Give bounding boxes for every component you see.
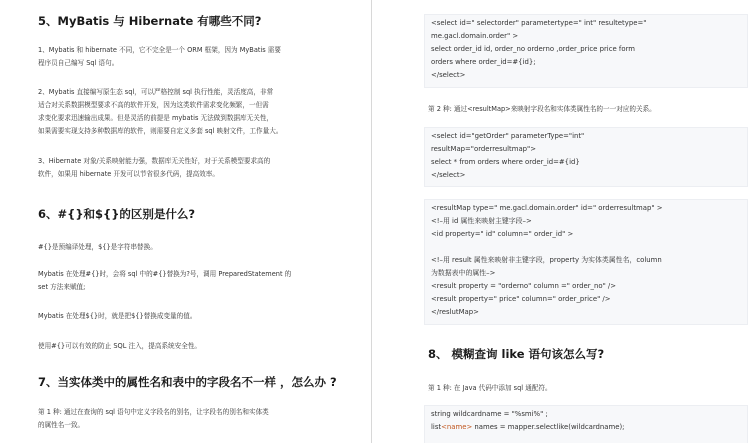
method-2-label: 第 2 种: 通过<resultMap>来映射字段名和实体类属性名的一一对应的关系。 (428, 105, 656, 113)
code-line: </select> (431, 171, 466, 179)
code-line (431, 241, 741, 254)
q6-paragraph-1: #{}是预编译处理，${}是字符串替换。 (38, 243, 157, 251)
q5-p3-line: 3、Hibernate 对象/关系映射能力强，数据库无关性好，对于关系模型要求高的 (38, 157, 271, 165)
left-page (0, 0, 372, 443)
q5-p1-line: 1、Mybatis 和 hibernate 不同，它不完全是一个 ORM 框架，因为 MyBatis 需要 (38, 46, 281, 54)
code-line: <result property=" price" column=" order_price" /> (431, 295, 611, 303)
code-token: list (431, 423, 442, 431)
code-line: <resultMap type=" me.gacl.domain.order" id=" orderresultmap" > (431, 204, 663, 212)
question-5-heading: 5、MyBatis 与 Hibernate 有哪些不同? (38, 14, 262, 28)
code-token: names = mapper.selectlike(wildcardname); (472, 423, 625, 431)
q7-m1-line: 的属性名一致。 (38, 421, 85, 429)
code-line: <result property = "orderno" column =" order_no" /> (431, 282, 617, 290)
code-block-select-resultmap (424, 127, 748, 187)
generic-type-token: <name> (441, 423, 473, 431)
code-line: me.gacl.domain.order" > (431, 32, 519, 40)
code-line: <!–用 id 属性来映射主键字段–> (431, 217, 532, 225)
code-block-like (424, 405, 748, 443)
code-line: resultMap="orderresultmap"> (431, 145, 536, 153)
question-8-heading: 8、 模糊查询 like 语句该怎么写? (428, 347, 605, 361)
q7-method-1 (38, 406, 269, 432)
q6-paragraph-4: 使用#{}可以有效的防止 SQL 注入，提高系统安全性。 (38, 342, 202, 350)
q6-paragraph-3: Mybatis 在处理${}时，就是把${}替换成变量的值。 (38, 312, 197, 320)
q6-p2-line: set 方法来赋值; (38, 283, 86, 291)
q5-p2-line: 2、Mybatis 直接编写原生态 sql，可以严格控制 sql 执行性能，灵活度高，非常 (38, 88, 274, 96)
q7-m1-line: 第 1 种: 通过在查询的 sql 语句中定义字段名的别名，让字段名的别名和实体类 (38, 408, 269, 416)
q6-paragraph-2 (38, 268, 291, 294)
code-line: <!–用 result 属性来映射非主键字段，property 为实体类属性名，column (431, 256, 662, 264)
code-line: select order_id id, order_no orderno ,order_price price form (431, 45, 636, 53)
code-line: <select id=" selectorder" parametertype=" int" resultetype=" (431, 19, 647, 27)
q5-p2-line: 适合对关系数据模型要求不高的软件开发，因为这类软件需求变化频繁，一但需 (38, 101, 269, 109)
code-line: </reslutMap> (431, 308, 479, 316)
question-6-heading: 6、#{}和${}的区别是什么? (38, 207, 196, 221)
code-line: <select id="getOrder" parameterType="int" (431, 132, 585, 140)
code-line: </select> (431, 71, 466, 79)
q5-paragraph-1 (38, 44, 281, 70)
q5-paragraph-3 (38, 155, 270, 181)
question-7-heading: 7、当实体类中的属性名和表中的字段名不一样 ，怎么办 ? (38, 375, 337, 389)
q5-p1-line: 程序员自己编写 Sql 语句。 (38, 59, 119, 67)
right-page (372, 0, 750, 443)
code-line: string wildcardname = "%smi%" ; (431, 410, 548, 418)
code-line: select * from orders where order_id=#{id} (431, 158, 580, 166)
code-line: <id property=" id" column=" order_id" > (431, 230, 574, 238)
q6-p2-line: Mybatis 在处理#{}时，会将 sql 中的#{}替换为?号，调用 PreparedStatement 的 (38, 270, 292, 278)
code-line: 为数据表中的属性–> (431, 269, 496, 277)
q5-p2-line: 如果需要实现支持多种数据库的软件，则需要自定义多套 sql 映射文件，工作量大。 (38, 127, 283, 135)
q5-p2-line: 求变化要求迅速输出成果。但是灵活的前提是 mybatis 无法做到数据库无关性， (38, 114, 274, 122)
q8-method-1-label: 第 1 种: 在 Java 代码中添加 sql 通配符。 (428, 384, 552, 392)
code-block-select-alias (424, 14, 748, 88)
code-line (431, 421, 741, 434)
q5-p3-line: 软件，如果用 hibernate 开发可以节省很多代码，提高效率。 (38, 170, 219, 178)
code-block-resultmap (424, 199, 748, 325)
q5-paragraph-2 (38, 86, 282, 138)
code-line: orders where order_id=#{id}; (431, 58, 536, 66)
